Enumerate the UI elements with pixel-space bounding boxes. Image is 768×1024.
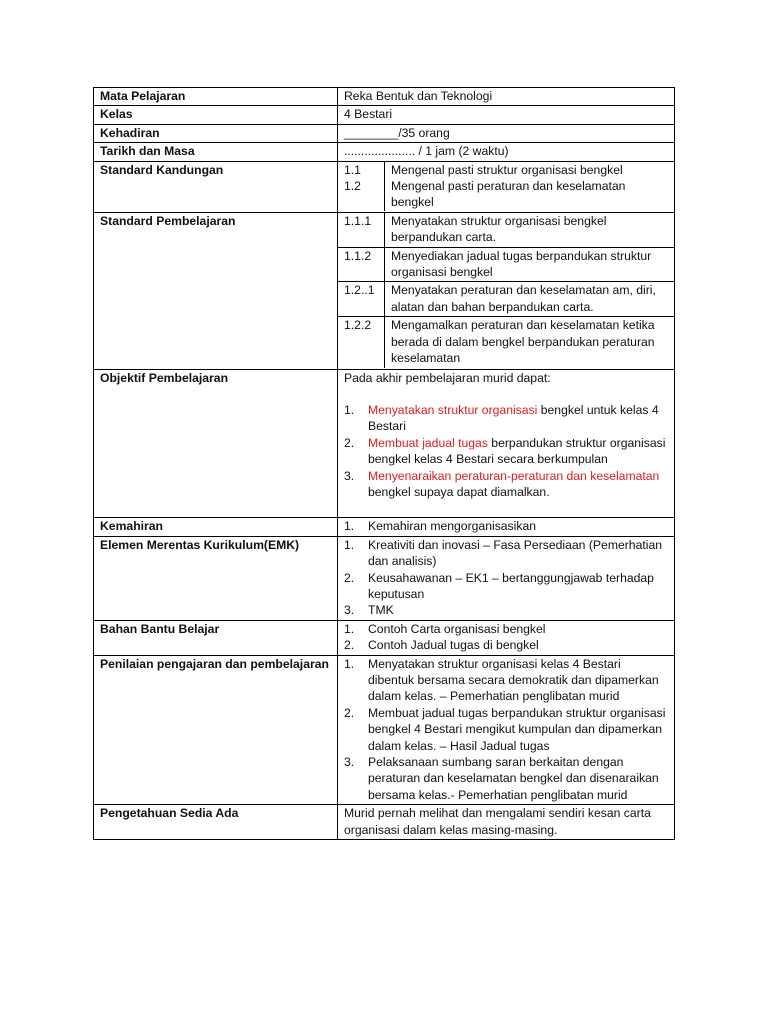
emk-item (344, 602, 670, 618)
value-bahan (338, 620, 675, 655)
label-objektif: Objektif Pembelajaran (94, 369, 338, 518)
row-tarikh (94, 143, 675, 161)
sk-item (338, 178, 674, 211)
sp-text: Menyatakan struktur organisasi bengkel berpandukan carta. (391, 213, 607, 245)
sk-text: Mengenal pasti struktur organisasi bengkel (391, 162, 623, 177)
item-text: Contoh Carta organisasi bengkel (368, 621, 546, 636)
item-text: TMK (368, 603, 394, 618)
value-penilaian (338, 655, 675, 805)
emk-item (344, 570, 670, 603)
label-kehadiran: Kehadiran (94, 124, 338, 142)
sk-item (338, 162, 674, 178)
row-kemahiran (94, 518, 675, 536)
value-kelas: 4 Bestari (338, 106, 675, 124)
bahan-item (344, 637, 670, 653)
label-kemahiran: Kemahiran (94, 518, 338, 536)
objektif-item (344, 402, 670, 435)
value-pengetahuan: Murid pernah melihat dan mengalami sendiri kesan carta organisasi dalam kelas masing-masing. (338, 805, 675, 840)
item-number: 1. (344, 656, 355, 671)
sp-text: Mengamalkan peraturan dan keselamatan ketika berada di dalam bengkel berpandukan peraturan keselamatan (391, 318, 655, 366)
item-text: Menyatakan struktur organisasi kelas 4 Bestari dibentuk bersama secara demokratik dan dipamerkan dalam kelas. – Pemerhatian penglibatan murid (368, 656, 659, 704)
sp-item (338, 281, 674, 316)
row-standard-pembelajaran (94, 212, 675, 369)
label-penilaian: Penilaian pengajaran dan pembelajaran (94, 655, 338, 805)
kemahiran-item (344, 518, 670, 534)
item-text: Keusahawanan – EK1 – bertanggungjawab terhadap keputusan (368, 570, 654, 601)
objektif-highlight: Menyenaraikan peraturan-peraturan dan keselamatan (368, 468, 660, 483)
row-kehadiran (94, 124, 675, 142)
label-standard-kandungan: Standard Kandungan (94, 161, 338, 212)
item-text: Contoh Jadual tugas di bengkel (368, 638, 539, 653)
item-number: 1. (344, 537, 355, 552)
item-number: 3. (344, 755, 355, 770)
row-kelas (94, 106, 675, 124)
objektif-rest: bengkel supaya dapat diamalkan. (368, 484, 550, 499)
sp-text: Menyatakan peraturan dan keselamatan am, diri, alatan dan bahan berpandukan carta. (391, 283, 656, 314)
objektif-rest: bengkel untuk kelas 4 Bestari (368, 402, 659, 434)
item-number: 1. (344, 519, 355, 534)
sp-item (338, 316, 674, 367)
objektif-intro: Pada akhir pembelajaran murid dapat: (344, 370, 551, 385)
penilaian-item (344, 656, 670, 705)
row-emk (94, 536, 675, 620)
label-emk: Elemen Merentas Kurikulum(EMK) (94, 536, 338, 620)
label-standard-pembelajaran: Standard Pembelajaran (94, 212, 338, 369)
sp-item (338, 213, 674, 247)
sp-item (338, 247, 674, 282)
emk-item (344, 537, 670, 570)
item-number: 2. (344, 638, 355, 653)
item-number: 1. (344, 621, 355, 636)
value-tarikh: ..................... / 1 jam (2 waktu) (338, 143, 675, 161)
value-kehadiran: ________/35 orang (338, 124, 675, 142)
sp-code: 1.2..1 (338, 282, 385, 316)
objektif-highlight: Menyatakan struktur organisasi (368, 402, 538, 417)
sk-text: Mengenal pasti peraturan dan keselamatan bengkel (391, 179, 626, 210)
item-number: 1. (344, 402, 355, 417)
label-pengetahuan: Pengetahuan Sedia Ada (94, 805, 338, 840)
sp-code: 1.1.1 (338, 213, 385, 247)
row-objektif (94, 369, 675, 518)
item-text: Kreativiti dan inovasi – Fasa Persediaan (Pemerhatian dan analisis) (368, 537, 663, 569)
item-text: Pelaksanaan sumbang saran berkaitan dengan peraturan dan keselamatan bengkel dan disenaraikan bersama kelas.- Pemerhatian penglibatan murid (368, 755, 659, 802)
row-mata-pelajaran (94, 88, 675, 106)
row-penilaian (94, 655, 675, 805)
sp-code: 1.1.2 (338, 248, 385, 282)
lesson-plan-table (93, 87, 675, 840)
item-number: 2. (344, 705, 355, 720)
value-kemahiran (338, 518, 675, 536)
penilaian-item (344, 705, 670, 754)
value-standard-pembelajaran (338, 212, 675, 369)
item-text: Kemahiran mengorganisasikan (368, 519, 537, 534)
sk-code: 1.2 (338, 178, 385, 211)
objektif-rest: berpandukan struktur organisasi bengkel kelas 4 Bestari secara berkumpulan (368, 435, 666, 467)
item-number: 2. (344, 435, 355, 450)
label-bahan: Bahan Bantu Belajar (94, 620, 338, 655)
value-standard-kandungan (338, 161, 675, 212)
label-tarikh: Tarikh dan Masa (94, 143, 338, 161)
row-bahan (94, 620, 675, 655)
objektif-item (344, 468, 670, 501)
penilaian-item (344, 754, 670, 803)
item-number: 2. (344, 570, 355, 585)
sp-code: 1.2.2 (338, 317, 385, 367)
value-objektif (338, 369, 675, 518)
row-standard-kandungan (94, 161, 675, 212)
bahan-item (344, 621, 670, 637)
objektif-item (344, 435, 670, 468)
row-pengetahuan (94, 805, 675, 840)
item-number: 3. (344, 603, 355, 618)
sk-code: 1.1 (338, 162, 385, 178)
item-number: 3. (344, 468, 355, 483)
sp-text: Menyediakan jadual tugas berpandukan struktur organisasi bengkel (391, 248, 652, 280)
value-emk (338, 536, 675, 620)
label-mata-pelajaran: Mata Pelajaran (94, 88, 338, 106)
label-kelas: Kelas (94, 106, 338, 124)
objektif-highlight: Membuat jadual tugas (368, 435, 488, 450)
item-text: Membuat jadual tugas berpandukan struktur organisasi bengkel 4 Bestari mengikut kumpulan dan dipamerkan dalam kelas. – Hasil Jadual tugas (368, 705, 666, 753)
value-mata-pelajaran: Reka Bentuk dan Teknologi (338, 88, 675, 106)
